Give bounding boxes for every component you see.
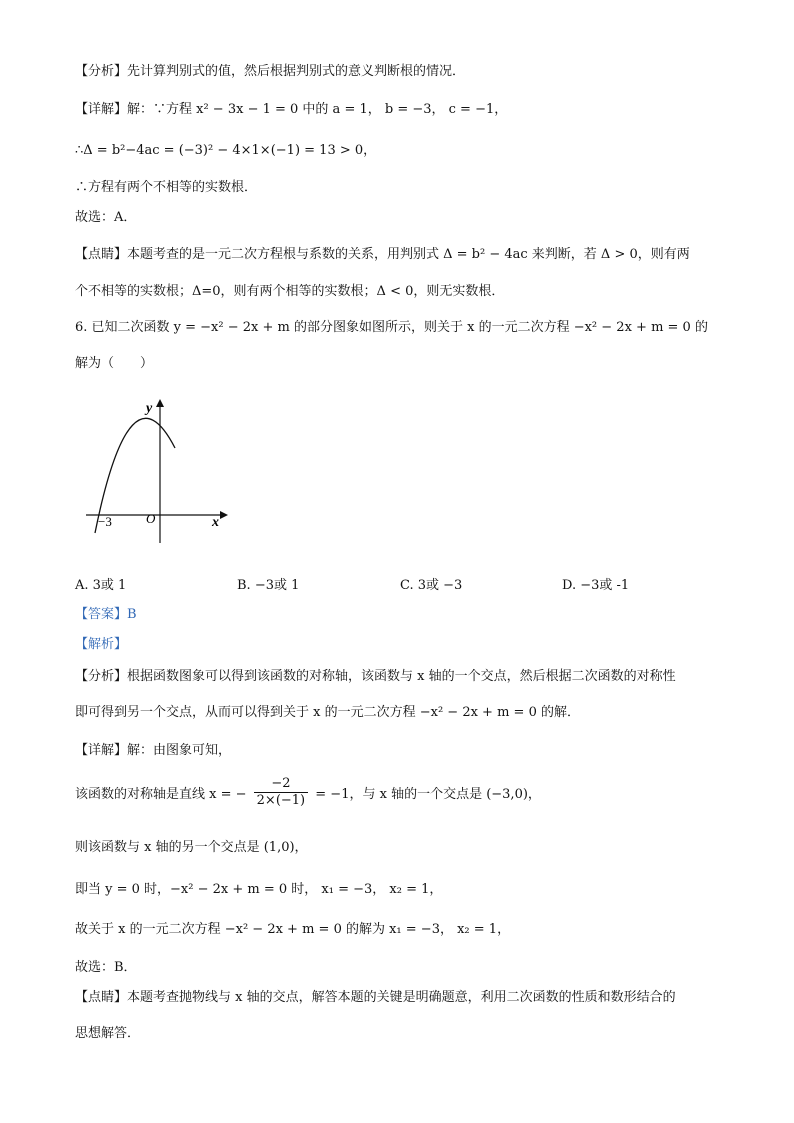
q6-analysis-line1: 【分析】根据函数图象可以得到该函数的对称轴，该函数与 x 轴的一个交点，然后根据二次函数的对称性 [75, 669, 676, 684]
q6-stem-line2: 解为（ ） [75, 356, 154, 371]
parabola-graph [80, 395, 240, 545]
origin-label: O [146, 511, 156, 526]
q6-comment-line1: 【点睛】本题考查抛物线与 x 轴的交点，解答本题的关键是明确题意，利用二次函数的性质和数形结合的 [75, 990, 676, 1005]
other-point-line: 则该函数与 x 轴的另一个交点是 (1,0)， [75, 840, 308, 855]
q5-delta: ∴Δ = b²−4ac = (−3)² − 4×1×(−1) = 13 > 0， [75, 143, 377, 158]
axis-fraction [254, 776, 308, 809]
axis-text-post: = −1，与 x 轴的一个交点是 (−3,0)， [315, 787, 541, 802]
fraction-numerator: −2 [254, 776, 308, 793]
q5-analysis: 【分析】先计算判别式的值，然后根据判别式的意义判断根的情况． [75, 64, 466, 79]
option-d: D. −3或 -1 [562, 578, 630, 593]
y-axis-arrow [156, 399, 164, 407]
q6-stem-line1: 6. 已知二次函数 y = −x² − 2x + m 的部分图象如图所示，则关于 x 的一元二次方程 −x² − 2x + m = 0 的 [75, 320, 708, 335]
q6-analysis-line2: 即可得到另一个交点，从而可以得到关于 x 的一元二次方程 −x² − 2x + m = 0 的解． [75, 705, 580, 720]
x-axis-arrow [220, 511, 228, 519]
solution-line: 故关于 x 的一元二次方程 −x² − 2x + m = 0 的解为 x₁ = −3， x₂ = 1， [75, 922, 511, 937]
jiexi-label: 【解析】 [75, 637, 128, 652]
fraction-denominator: 2×(−1) [256, 793, 306, 808]
q6-comment-line2: 思想解答． [75, 1026, 141, 1041]
axis-text-pre: 该函数的对称轴是直线 x = − [75, 787, 247, 802]
root-label: −3 [98, 514, 112, 529]
q6-detail: 【详解】解：由图象可知， [75, 743, 232, 758]
when-line: 即当 y = 0 时，−x² − 2x + m = 0 时， x₁ = −3， x₂ = 1， [75, 882, 443, 897]
q5-conclusion: ∴方程有两个不相等的实数根． [75, 180, 258, 195]
x-axis-label: x [212, 515, 219, 530]
q5-choose: 故选：A． [75, 210, 137, 225]
axis-of-symmetry-line [75, 776, 541, 809]
q5-detail: 【详解】解：∵方程 x² − 3x − 1 = 0 中的 a = 1， b = −3， c = −1， [75, 102, 508, 117]
y-axis-label: y [146, 401, 153, 416]
q5-comment-line1: 【点睛】本题考查的是一元二次方程根与系数的关系，用判别式 Δ = b² − 4ac 来判断，若 Δ > 0，则有两 [75, 247, 690, 262]
answer-label: 【答案】B [75, 607, 137, 622]
option-c: C. 3或 −3 [400, 578, 463, 593]
option-a: A. 3或 1 [75, 578, 127, 593]
q5-comment-line2: 个不相等的实数根；Δ=0，则有两个相等的实数根；Δ < 0，则无实数根． [75, 284, 505, 299]
option-b: B. −3或 1 [237, 578, 300, 593]
q6-choose: 故选：B． [75, 960, 137, 975]
